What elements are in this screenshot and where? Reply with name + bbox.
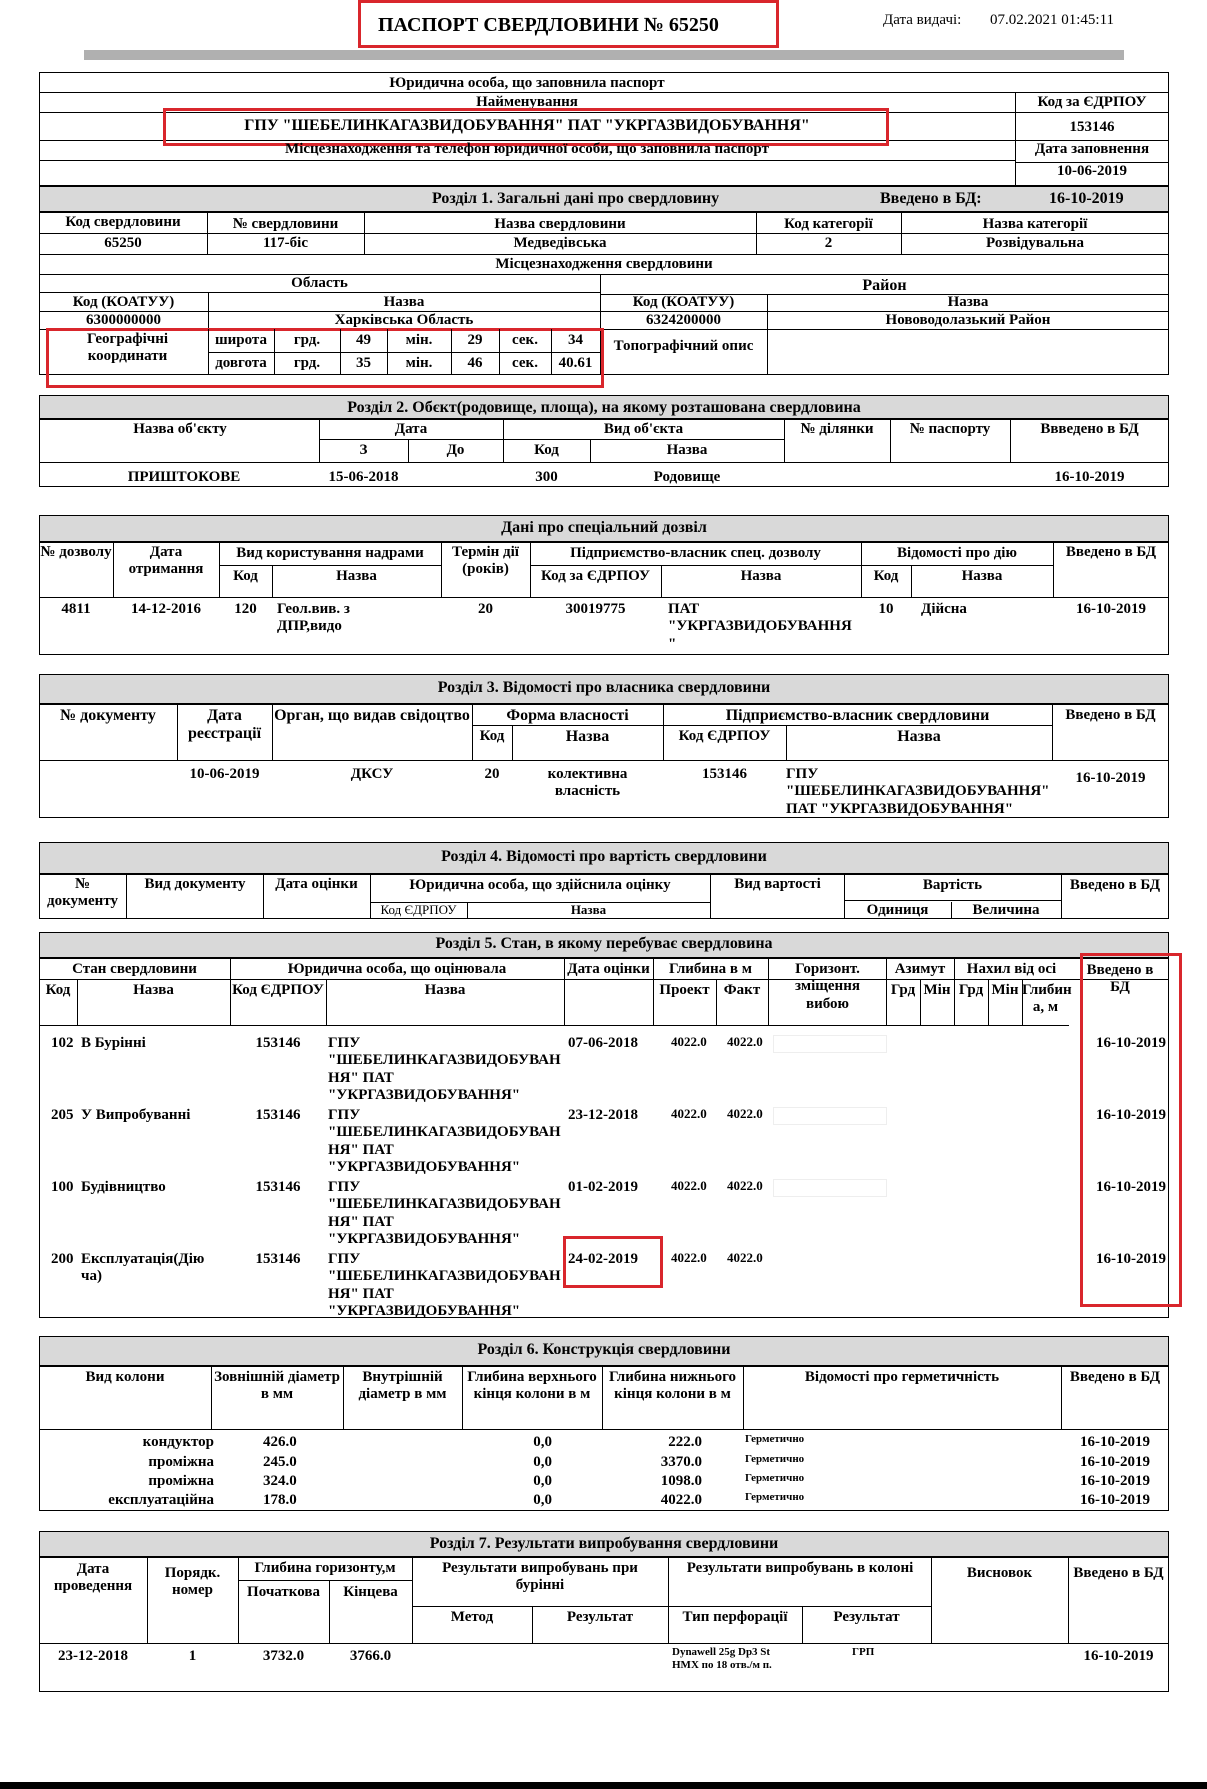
edrpou-label: Код за ЄДРПОУ xyxy=(1037,94,1147,110)
s7-h-concl: Висновок xyxy=(966,1565,1033,1581)
permit-h-date: Дата отримання xyxy=(128,544,204,578)
s7-h-depth: Глибина горизонту,м xyxy=(254,1560,396,1576)
lat-min: 29 xyxy=(467,332,483,348)
s5-r4-fact: 4022.0 xyxy=(727,1250,763,1265)
s5-r2-fact: 4022.0 xyxy=(727,1106,763,1121)
s5-r2-date: 23-12-2018 xyxy=(568,1107,638,1123)
s1-v-cat-name: Розвідувальна xyxy=(986,235,1084,251)
s6-r4-top: 0,0 xyxy=(533,1492,552,1508)
s7-h-no: Порядк. номер xyxy=(164,1565,221,1599)
s5-r3-fact: 4022.0 xyxy=(727,1178,763,1193)
s6-h-inner: Внутрішній діаметр в мм xyxy=(358,1369,447,1403)
s5-h-az-deg: Грд xyxy=(890,982,916,998)
oblast-code: 6300000000 xyxy=(86,312,161,328)
permit-h-iname: Назва xyxy=(961,568,1003,584)
issue-date-label: Дата видачі: xyxy=(883,12,962,28)
s4-h-entered: Введено в БД xyxy=(1069,877,1161,893)
s6-r3-outer: 324.0 xyxy=(263,1473,297,1489)
s5-h-edrpou: Код ЄДРПОУ xyxy=(232,982,324,998)
permit-h-use: Вид користування надрами xyxy=(236,545,424,561)
s3-h-reg: Дата реєстрації xyxy=(187,707,262,743)
s7-h-entered: Введено в БД xyxy=(1073,1565,1164,1581)
s1-entered: 16-10-2019 xyxy=(1049,190,1124,207)
legal-name: ГПУ "ШЕБЕЛИНКАГАЗВИДОБУВАННЯ" ПАТ "УКРГАЗВИДОБУВАННЯ" xyxy=(244,117,810,134)
s5-h-date: Дата оцінки xyxy=(567,961,650,977)
permit-owner: ПАТ "УКРГАЗВИДОБУВАННЯ " xyxy=(668,601,852,652)
permit-no: 4811 xyxy=(61,601,91,617)
permit-h-no: № дозволу xyxy=(40,544,112,560)
s2-code: 300 xyxy=(535,469,558,485)
permit-h-icode: Код xyxy=(873,568,899,584)
s1-title: Розділ 1. Загальні дані про свердловину xyxy=(432,190,720,207)
permit-term: 20 xyxy=(478,601,493,617)
s5-r1-entered: 16-10-2019 xyxy=(1096,1035,1166,1051)
legal-location-label: Місцезнаходження та телефон юридичної особи, що заповнила паспорт xyxy=(285,141,769,157)
s2-h-plot: № ділянки xyxy=(800,421,874,437)
s7-date: 23-12-2018 xyxy=(58,1648,128,1664)
s2-object: ПРИШТОКОВЕ xyxy=(127,469,241,485)
s4-h-date: Дата оцінки xyxy=(275,876,358,892)
s5-h-legal: Юридична особа, що оцінювала xyxy=(287,961,507,977)
s5-r2-proj: 4022.0 xyxy=(671,1106,707,1121)
permit-date: 14-12-2016 xyxy=(131,601,201,617)
lon-sec: 40.61 xyxy=(558,355,593,371)
s6-r2-entered: 16-10-2019 xyxy=(1080,1454,1150,1470)
title-text: ПАСПОРТ СВЕРДЛОВИНИ № xyxy=(378,14,664,36)
s5-r1-org: ГПУ "ШЕБЕЛИНКАГАЗВИДОБУВАН НЯ" ПАТ "УКРГАЗВИДОБУВАННЯ" xyxy=(328,1035,561,1103)
s5-r2-entered: 16-10-2019 xyxy=(1096,1107,1166,1123)
s2-from: 15-06-2018 xyxy=(328,469,399,485)
s5-r3-code: 100 xyxy=(51,1179,74,1195)
s5-h-state: Стан свердловини xyxy=(72,961,197,977)
s4-h-kind: Вид документу xyxy=(144,876,246,892)
s7-h-end: Кінцева xyxy=(343,1584,398,1600)
oblast-koatuu-label: Код (КОАТУУ) xyxy=(72,294,175,310)
issue-date: 07.02.2021 01:45:11 xyxy=(990,12,1115,28)
s5-title: Розділ 5. Стан, в якому перебуває свердловина xyxy=(435,935,773,952)
oblast-name: Харківська Область xyxy=(334,312,474,328)
s6-r2-bottom: 3370.0 xyxy=(660,1454,702,1470)
s3-h-owner: Підприємство-власник свердловини xyxy=(725,707,990,724)
s3-owner: ГПУ "ШЕБЕЛИНКАГАЗВИДОБУВАННЯ" ПАТ "УКРГАЗВИДОБУВАННЯ" xyxy=(786,766,1050,817)
s5-r2-code: 205 xyxy=(51,1107,74,1123)
s5-h-azimuth: Азимут xyxy=(894,961,946,977)
s1-h-cat-name: Назва категорії xyxy=(982,216,1088,232)
s5-h-horiz: Горизонт. зміщення вибою xyxy=(795,961,860,1012)
permit-h-term: Термін дії (років) xyxy=(452,544,519,578)
oblast-nazva-label: Назва xyxy=(383,294,425,310)
s6-r4-entered: 16-10-2019 xyxy=(1080,1492,1150,1508)
s7-result: ГРП xyxy=(852,1646,875,1658)
s6-h-kind: Вид колони xyxy=(85,1369,165,1385)
rayon-label: Район xyxy=(862,277,907,294)
s6-r1-outer: 426.0 xyxy=(263,1434,297,1450)
s7-h-start: Початкова xyxy=(247,1584,320,1600)
s6-r1-bottom: 222.0 xyxy=(668,1434,702,1450)
s5-r3-edrpou: 153146 xyxy=(255,1179,301,1195)
s2-h-to: До xyxy=(446,442,465,458)
s6-r1-entered: 16-10-2019 xyxy=(1080,1434,1150,1450)
s6-r3-bottom: 1098.0 xyxy=(660,1473,702,1489)
s7-no: 1 xyxy=(188,1648,197,1664)
permit-h-entered: Введено в БД xyxy=(1065,544,1157,560)
s3-h-form: Форма власності xyxy=(506,707,629,724)
s2-h-passport: № паспорту xyxy=(909,421,991,437)
s1-v-name: Медведівська xyxy=(513,235,607,251)
s5-h-fact: Факт xyxy=(723,982,761,998)
s5-r4-entered: 16-10-2019 xyxy=(1096,1251,1166,1267)
s5-r4-date: 24-02-2019 xyxy=(568,1251,638,1267)
s4-h-legal: Юридична особа, що здійснила оцінку xyxy=(409,877,671,893)
s5-r2-horiz-field xyxy=(773,1107,887,1125)
s1-h-code: Код свердловини xyxy=(65,214,181,230)
s3-h-name: Назва xyxy=(565,728,610,745)
s5-r1-horiz-field xyxy=(773,1035,887,1053)
s5-r3-date: 01-02-2019 xyxy=(568,1179,638,1195)
permit-h-edrpou: Код за ЄДРПОУ xyxy=(541,568,650,584)
s3-h-entered: Введено в БД xyxy=(1065,707,1156,723)
s5-r4-code: 200 xyxy=(51,1251,74,1267)
s6-r4-outer: 178.0 xyxy=(263,1492,297,1508)
lat-deg: 49 xyxy=(356,332,371,348)
permit-h-oname: Назва xyxy=(740,568,782,584)
s5-r3-org: ГПУ "ШЕБЕЛИНКАГАЗВИДОБУВАН НЯ" ПАТ "УКРГАЗВИДОБУВАННЯ" xyxy=(328,1179,561,1247)
permit-use: Геол.вив. з ДПР,видо xyxy=(277,601,350,635)
s5-h-tilt: Нахил від осі xyxy=(966,961,1057,977)
s5-h-entered: Введено в БД xyxy=(1086,962,1154,996)
s1-v-code: 65250 xyxy=(104,235,142,251)
s4-h-edrpou: Код ЄДРПОУ xyxy=(380,902,457,917)
s7-h-date: Дата проведення xyxy=(53,1561,133,1595)
s5-r4-edrpou: 153146 xyxy=(255,1251,301,1267)
s2-h-name: Назва xyxy=(666,442,708,458)
s2-h-from: З xyxy=(359,442,368,458)
legal-name-label: Найменування xyxy=(476,94,578,110)
s3-entered: 16-10-2019 xyxy=(1075,770,1146,786)
s6-r2-kind: проміжна xyxy=(148,1454,214,1470)
s6-h-entered: Введено в БД xyxy=(1069,1369,1161,1385)
edrpou-value: 153146 xyxy=(1069,119,1115,135)
s5-r1-proj: 4022.0 xyxy=(671,1034,707,1049)
lon-sec-label: сек. xyxy=(512,355,538,371)
s3-title: Розділ 3. Відомості про власника свердловини xyxy=(437,679,771,696)
lon-min: 46 xyxy=(467,355,483,371)
s3-reg: 10-06-2019 xyxy=(189,766,260,782)
permit-edrpou: 30019775 xyxy=(565,601,626,617)
s1-h-no: № свердловини xyxy=(232,216,339,232)
permit-title: Дані про спеціальний дозвіл xyxy=(501,519,707,536)
s4-h-doc: № документу xyxy=(46,876,118,910)
s6-r4-kind: експлуатаційна xyxy=(108,1492,214,1508)
s5-h-tilt-min: Мін xyxy=(991,982,1019,998)
permit-code: 120 xyxy=(234,601,257,617)
s5-r2-edrpou: 153146 xyxy=(255,1107,301,1123)
s2-h-entered: Ввведено в БД xyxy=(1040,421,1139,437)
s6-r4-seal: Герметично xyxy=(745,1491,805,1503)
s5-h-name: Назва xyxy=(133,982,174,998)
s1-h-name: Назва свердловини xyxy=(494,216,626,232)
s4-h-amount: Величина xyxy=(972,902,1040,918)
s5-h-proj: Проект xyxy=(659,982,710,998)
s5-h-depth: Глибина в м xyxy=(668,961,752,977)
permit-icode: 10 xyxy=(878,601,894,617)
permit-entered: 16-10-2019 xyxy=(1076,601,1146,617)
s1-v-cat-code: 2 xyxy=(824,235,833,251)
s5-r1-fact: 4022.0 xyxy=(727,1034,763,1049)
s6-r2-outer: 245.0 xyxy=(263,1454,297,1470)
s2-h-object: Назва об'єкту xyxy=(133,421,227,437)
s7-h-method: Метод xyxy=(450,1609,494,1625)
s3-code: 20 xyxy=(484,766,500,782)
oblast-label: Область xyxy=(291,275,348,291)
s2-h-type: Вид об'єкта xyxy=(603,421,684,437)
s5-r1-edrpou: 153146 xyxy=(255,1035,301,1051)
s7-perf: Dynawell 25g Dp3 St HMX по 18 отв./м п. xyxy=(672,1646,772,1671)
s7-h-result: Результат xyxy=(566,1609,634,1625)
s7-h-result2: Результат xyxy=(833,1609,900,1625)
s5-r3-proj: 4022.0 xyxy=(671,1178,707,1193)
s6-h-seal: Відомості про герметичність xyxy=(804,1369,1000,1385)
s5-h-oname: Назва xyxy=(424,982,466,998)
page-bottom-border xyxy=(0,1782,1207,1789)
s2-h-code: Код xyxy=(534,442,559,458)
s6-r1-seal: Герметично xyxy=(745,1433,805,1445)
lon-deg: 35 xyxy=(356,355,371,371)
s7-title: Розділ 7. Результати випробування свердловини xyxy=(429,1535,779,1552)
s5-r3-name: Будівництво xyxy=(81,1179,166,1195)
s7-end: 3766.0 xyxy=(349,1648,392,1664)
s7-entered: 16-10-2019 xyxy=(1083,1648,1154,1664)
s1-h-cat-code: Код категорії xyxy=(784,216,873,232)
s3-org: ДКСУ xyxy=(350,766,394,782)
s6-r1-top: 0,0 xyxy=(533,1434,552,1450)
s6-r3-kind: проміжна xyxy=(148,1473,214,1489)
s7-h-perf: Тип перфорації xyxy=(682,1609,788,1625)
s7-h-drill: Результати випробувань при бурінні xyxy=(442,1560,638,1594)
geo-label: Географічні координати xyxy=(86,331,169,365)
s3-h-oname: Назва xyxy=(897,728,941,745)
permit-h-name: Назва xyxy=(336,568,377,584)
topo-label: Топографічний опис xyxy=(613,338,754,354)
s3-edrpou: 153146 xyxy=(702,766,747,782)
permit-h-owner: Підприємство-власник спец. дозволу xyxy=(570,545,821,561)
permit-h-code: Код xyxy=(233,568,258,584)
s5-h-tilt-deg: Грд xyxy=(958,982,984,998)
rayon-name: Нововодолазький Район xyxy=(885,312,1051,328)
s6-title: Розділ 6. Конструкція свердловини xyxy=(477,1341,731,1358)
s6-r1-kind: кондуктор xyxy=(142,1434,214,1450)
s6-r2-seal: Герметично xyxy=(745,1453,805,1465)
s6-h-outer: Зовнішній діаметр в мм xyxy=(214,1369,340,1403)
s3-h-code: Код xyxy=(479,728,505,744)
s2-title: Розділ 2. Обєкт(родовище, площа), на якому розташована свердловина xyxy=(347,399,861,416)
s2-h-date: Дата xyxy=(394,421,428,437)
s4-h-unit: Одиниця xyxy=(866,902,929,918)
s2-name: Родовище xyxy=(653,469,721,485)
lat-min-label: мін. xyxy=(405,332,433,348)
s6-r4-bottom: 4022.0 xyxy=(660,1492,702,1508)
s5-r4-proj: 4022.0 xyxy=(671,1250,707,1265)
s5-r2-name: У Випробуванні xyxy=(81,1107,191,1123)
s6-h-top: Глибина верхнього кінця колони в м xyxy=(467,1369,597,1403)
lat-sec-label: сек. xyxy=(512,332,538,348)
s5-r1-date: 07-06-2018 xyxy=(568,1035,638,1051)
header-divider xyxy=(84,50,1124,60)
lon-min-label: мін. xyxy=(405,355,433,371)
s5-h-code: Код xyxy=(45,982,71,998)
s1-v-no: 117-біс xyxy=(263,235,308,251)
page-title xyxy=(378,14,719,37)
s5-r4-name: Експлуатація(Дію ча) xyxy=(81,1251,205,1285)
s6-h-bottom: Глибина нижнього кінця колони в м xyxy=(608,1369,737,1403)
s5-h-depth2: Глибин а, м xyxy=(1022,982,1072,1016)
s5-r1-code: 102 xyxy=(51,1035,74,1051)
lon-deg-label: грд. xyxy=(293,355,321,371)
s5-r4-org: ГПУ "ШЕБЕЛИНКАГАЗВИДОБУВАН НЯ" ПАТ "УКРГАЗВИДОБУВАННЯ" xyxy=(328,1251,561,1319)
permit-h-info: Відомості про дію xyxy=(897,545,1017,561)
permit-iname: Дійсна xyxy=(921,601,967,617)
s5-r3-entered: 16-10-2019 xyxy=(1096,1179,1166,1195)
rayon-nazva-label: Назва xyxy=(947,294,989,310)
s3-h-org: Орган, що видав свідоцтво xyxy=(274,707,470,724)
s6-r2-top: 0,0 xyxy=(533,1454,552,1470)
s3-h-edrpou: Код ЄДРПОУ xyxy=(678,728,771,744)
s5-r1-name: В Бурінні xyxy=(81,1035,146,1051)
s4-h-vkind: Вид вартості xyxy=(734,876,821,892)
s5-h-az-min: Мін xyxy=(923,982,951,998)
s3-form: колективна власність xyxy=(547,766,628,800)
fill-date-label: Дата заповнення xyxy=(1034,141,1150,157)
s5-r2-org: ГПУ "ШЕБЕЛИНКАГАЗВИДОБУВАН НЯ" ПАТ "УКРГАЗВИДОБУВАННЯ" xyxy=(328,1107,561,1175)
lat-sec: 34 xyxy=(568,332,583,348)
s6-r3-entered: 16-10-2019 xyxy=(1080,1473,1150,1489)
lat-deg-label: грд. xyxy=(293,332,321,348)
s4-title: Розділ 4. Відомості про вартість свердловини xyxy=(441,848,767,865)
s1-entered-label: Введено в БД: xyxy=(880,190,982,207)
lat-label: широта xyxy=(214,332,267,348)
legal-heading: Юридична особа, що заповнила паспорт xyxy=(389,75,665,91)
s4-h-value: Вартість xyxy=(922,877,983,893)
s6-r3-top: 0,0 xyxy=(533,1473,552,1489)
s7-h-col: Результати випробувань в колоні xyxy=(686,1560,914,1576)
s2-entered: 16-10-2019 xyxy=(1054,469,1125,485)
fill-date: 10-06-2019 xyxy=(1057,163,1127,179)
s7-start: 3732.0 xyxy=(262,1648,305,1664)
s5-r3-horiz-field xyxy=(773,1179,887,1197)
passport-number: 65250 xyxy=(668,14,719,36)
s4-h-name: Назва xyxy=(570,902,607,917)
s1-location-label: Місцезнаходження свердловини xyxy=(495,256,713,272)
rayon-koatuu-label: Код (КОАТУУ) xyxy=(632,294,735,310)
s3-h-doc: № документу xyxy=(60,707,156,724)
rayon-code: 6324200000 xyxy=(646,312,721,328)
s6-r3-seal: Герметично xyxy=(745,1472,805,1484)
lon-label: довгота xyxy=(215,355,267,371)
